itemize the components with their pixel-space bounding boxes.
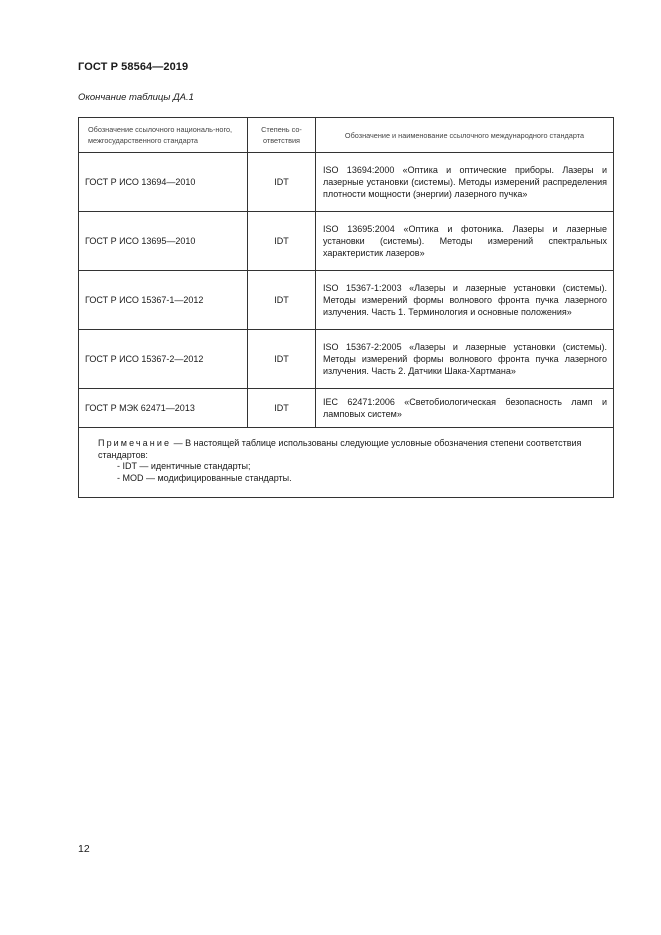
table-row xyxy=(79,153,614,212)
international-standard-cell: ISO 15367-2:2005 «Лазеры и лазерные установки (системы). Методы измерений формы волнового фронта пучка лазерного излучения. Часть 2. Датчики Шака-Хартмана» xyxy=(316,330,614,389)
document-code: ГОСТ Р 58564—2019 xyxy=(78,61,189,73)
note-text xyxy=(98,438,594,461)
table-row xyxy=(79,330,614,389)
note-label: Примечание xyxy=(98,438,172,448)
national-standard-cell: ГОСТ Р ИСО 15367-2—2012 xyxy=(79,330,248,389)
header-international-standard: Обозначение и наименование ссылочного международного стандарта xyxy=(316,118,614,153)
table-row xyxy=(79,271,614,330)
international-standard-cell: IEC 62471:2006 «Светобиологическая безопасность ламп и ламповых систем» xyxy=(316,389,614,428)
table-note xyxy=(79,428,614,498)
degree-cell: IDT xyxy=(248,153,316,212)
page-number: 12 xyxy=(78,843,90,855)
note-body: — В настоящей таблице использованы следующие условные обозначения степени соответствия стандартов: xyxy=(98,438,582,460)
international-standard-cell: ISO 13695:2004 «Оптика и фотоника. Лазеры и лазерные установки (системы). Методы измерений спектральных характеристик лазеров» xyxy=(316,212,614,271)
note-item-idt: - IDT — идентичные стандарты; xyxy=(117,461,251,471)
international-standard-cell: ISO 15367-1:2003 «Лазеры и лазерные установки (системы). Методы измерений формы волнового фронта пучка лазерного излучения. Часть 1. Терминология и основные положения» xyxy=(316,271,614,330)
degree-cell: IDT xyxy=(248,212,316,271)
national-standard-cell: ГОСТ Р МЭК 62471—2013 xyxy=(79,389,248,428)
reference-standards-table xyxy=(78,117,614,498)
header-national-standard: Обозначение ссылочного националь-ного, межгосударственного стандарта xyxy=(79,118,248,153)
note-item-mod: - MOD — модифицированные стандарты. xyxy=(117,472,292,483)
national-standard-cell: ГОСТ Р ИСО 13695—2010 xyxy=(79,212,248,271)
table-row xyxy=(79,212,614,271)
table-note-row xyxy=(79,428,614,498)
degree-cell: IDT xyxy=(248,271,316,330)
national-standard-cell: ГОСТ Р ИСО 13694—2010 xyxy=(79,153,248,212)
table-header-row xyxy=(79,118,614,153)
international-standard-cell: ISO 13694:2000 «Оптика и оптические приборы. Лазеры и лазерные установки (системы). Методы измерений распределения плотности мощности (энергии) лазерного пучка» xyxy=(316,153,614,212)
degree-cell: IDT xyxy=(248,330,316,389)
header-degree: Степень со-ответствия xyxy=(248,118,316,153)
table-row xyxy=(79,389,614,428)
national-standard-cell: ГОСТ Р ИСО 15367-1—2012 xyxy=(79,271,248,330)
table-caption: Окончание таблицы ДА.1 xyxy=(78,92,194,103)
degree-cell: IDT xyxy=(248,389,316,428)
